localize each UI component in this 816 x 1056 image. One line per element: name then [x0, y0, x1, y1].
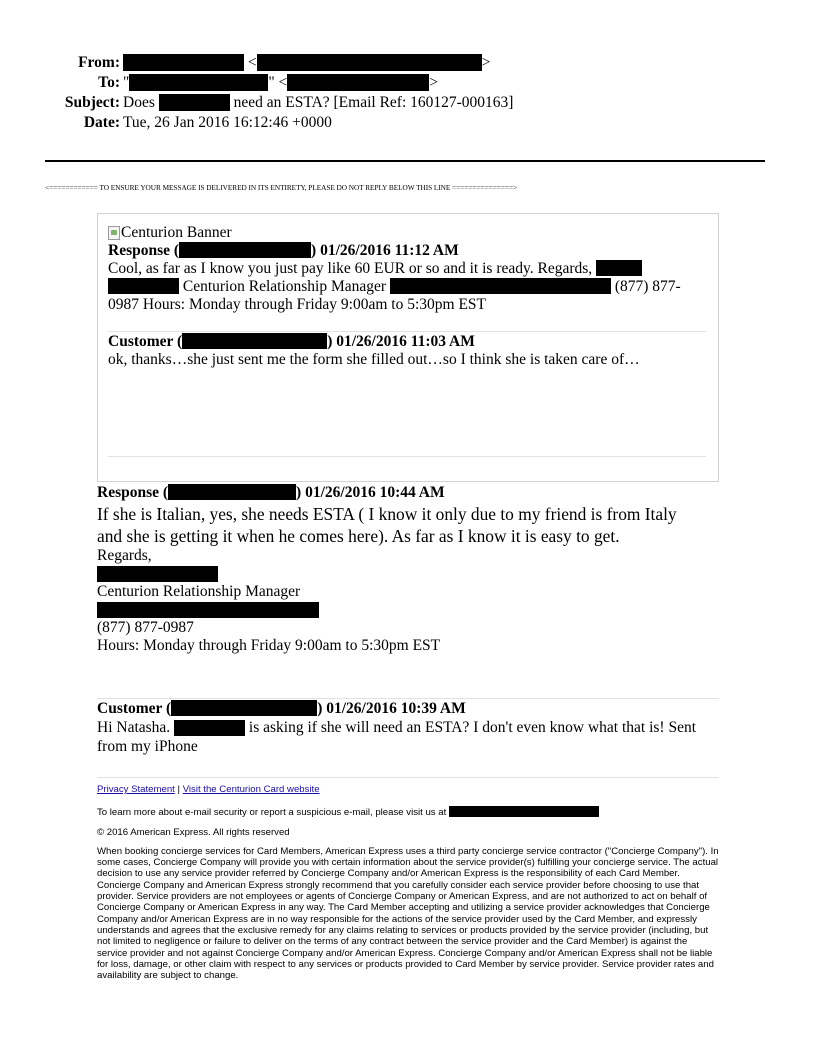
to-quote-close: " < — [268, 74, 288, 91]
redaction-block — [182, 333, 327, 349]
quoted-response-title: Centurion Relationship Manager — [179, 278, 390, 295]
link-separator: | — [174, 784, 183, 795]
response-label: Response ( — [97, 484, 169, 501]
response-line: If she is Italian, yes, she needs ESTA ( I know it only due to my friend is from Italy — [97, 504, 677, 524]
customer-text-line-2: from my iPhone — [97, 738, 198, 755]
subject-suffix: need an ESTA? [Email Ref: 160127-000163] — [233, 94, 514, 111]
response-timestamp: ) 01/26/2016 11:12 AM — [311, 242, 459, 259]
customer-timestamp: ) 01/26/2016 10:39 AM — [317, 700, 466, 717]
quoted-response-body — [108, 260, 706, 314]
redaction-block — [174, 720, 245, 736]
customer-greeting: Hi Natasha. — [97, 719, 175, 736]
quoted-customer-body: ok, thanks…she just sent me the form she filled out…so I think she is taken care of… — [108, 351, 640, 368]
email-footer — [97, 777, 719, 981]
response-label: Response ( — [108, 242, 180, 259]
to-value: " " < > — [123, 74, 439, 91]
subject-value — [123, 93, 513, 113]
signature-phone: (877) 877-0987 — [97, 619, 194, 636]
to-quote-open: " — [123, 74, 130, 91]
security-notice — [97, 807, 719, 818]
privacy-statement-link[interactable]: Privacy Statement — [97, 784, 175, 795]
redaction-block — [108, 278, 179, 294]
signature-title: Centurion Relationship Manager — [97, 583, 301, 600]
reply-notice: <============ TO ENSURE YOUR MESSAGE IS DELIVERED IN ITS ENTIRETY, PLEASE DO NOT REPLY BELOW THIS LINE ===============> — [45, 183, 518, 192]
customer-body — [97, 718, 722, 756]
footer-divider — [97, 777, 719, 778]
to-label: To: — [98, 74, 120, 91]
customer-timestamp: ) 01/26/2016 11:03 AM — [327, 333, 475, 350]
quoted-response-phone: (877) 877- — [610, 278, 681, 295]
date-value: Tue, 26 Jan 2016 16:12:46 +0000 — [123, 114, 332, 131]
footer-links — [97, 784, 719, 795]
redaction-block — [287, 74, 429, 91]
from-label: From: — [78, 54, 120, 71]
centurion-card-link[interactable]: Visit the Centurion Card website — [182, 784, 320, 795]
redaction-block — [159, 94, 230, 111]
message-divider — [108, 331, 706, 332]
date-row — [0, 113, 816, 133]
redaction-block — [596, 260, 642, 276]
security-text: To learn more about e-mail security or report a suspicious e-mail, please visit us at — [97, 807, 449, 819]
from-value: < > — [123, 53, 490, 73]
response-line: and she is getting it when he comes here). As far as I know it is easy to get. — [97, 526, 620, 546]
copyright: © 2016 American Express. All rights reserved — [97, 826, 290, 838]
redaction-block — [179, 242, 311, 258]
centurion-banner — [108, 224, 706, 242]
message-divider — [108, 456, 706, 457]
customer-header — [97, 700, 722, 718]
redaction-block — [129, 74, 268, 91]
redaction-block — [123, 54, 244, 71]
customer-label: Customer ( — [108, 333, 183, 350]
quoted-response-text: Cool, as far as I know you just pay like 60 EUR or so and it is ready. Regards, — [108, 260, 593, 277]
customer-label: Customer ( — [97, 700, 172, 717]
quoted-thread-box — [97, 213, 719, 482]
redaction-block — [449, 806, 599, 817]
regards-text: Regards, — [97, 547, 152, 564]
response-body — [97, 503, 722, 547]
disclaimer: When booking concierge services for Card Members, American Express uses a third party concierge service contractor ("Concierge Company"). In some cases, Concierge Company will provide you with certain information about the service provider(s) fulfilling your concierge service. The actual decision to use any service provider referred by Concierge Company and/or American Express is the responsibility of each Card Member. Concierge Company and American Express strongly recommend that you carefully consider each service provider before choosing to use that provider. Service providers are not employees or agents of Concierge Company or American Express, and are not authorized to act on behalf of Concierge Company or American Express in any way. The Card Member accepting and utilizing a service provider acknowledges that Concierge Company and/or American Express are in no way responsible for the actions of the service provider used by the Card Member, and expressly understands and agrees that the exclusive remedy for any claims relating to services or products provided by the service provider (including, but not limited to negligence or failure to deliver on the terms of any contract between the service provider and the Card Member) is against the service provider and not against Concierge Company and/or American Express. Concierge Company and/or American Express shall not be liable for loss, damage, or other claim with respect to any services or products provided to Card Member by service provider. Service provider rates and availability are subject to change. — [97, 845, 719, 982]
quoted-response-hours: 0987 Hours: Monday through Friday 9:00am to 5:30pm EST — [108, 296, 487, 313]
signature-email — [97, 601, 722, 619]
quoted-response-header — [108, 242, 706, 260]
message-thread — [97, 484, 722, 756]
from-row — [0, 53, 816, 73]
subject-label: Subject: — [64, 94, 120, 111]
subject-row — [0, 93, 816, 113]
redaction-block — [390, 278, 611, 294]
signature-name — [97, 565, 722, 583]
message-divider — [97, 698, 719, 699]
redaction-block — [97, 602, 319, 618]
date-label: Date: — [83, 114, 120, 131]
signature-hours: Hours: Monday through Friday 9:00am to 5:30pm EST — [97, 637, 441, 654]
to-row — [0, 73, 816, 93]
banner-alt-text: Centurion Banner — [121, 224, 232, 241]
redaction-block — [171, 700, 317, 716]
response-signature — [97, 547, 722, 655]
customer-text: is asking if she will need an ESTA? I don't even know what that is! Sent — [245, 719, 697, 736]
quoted-customer-header — [108, 333, 706, 351]
quoted-thread — [108, 224, 706, 457]
redaction-block — [168, 484, 296, 500]
broken-image-icon — [108, 226, 120, 240]
email-header — [0, 53, 816, 133]
redaction-block — [257, 54, 482, 71]
response-header — [97, 484, 722, 502]
header-divider — [45, 160, 765, 162]
response-timestamp: ) 01/26/2016 10:44 AM — [296, 484, 445, 501]
subject-prefix: Does — [123, 94, 155, 111]
redaction-block — [97, 566, 218, 582]
